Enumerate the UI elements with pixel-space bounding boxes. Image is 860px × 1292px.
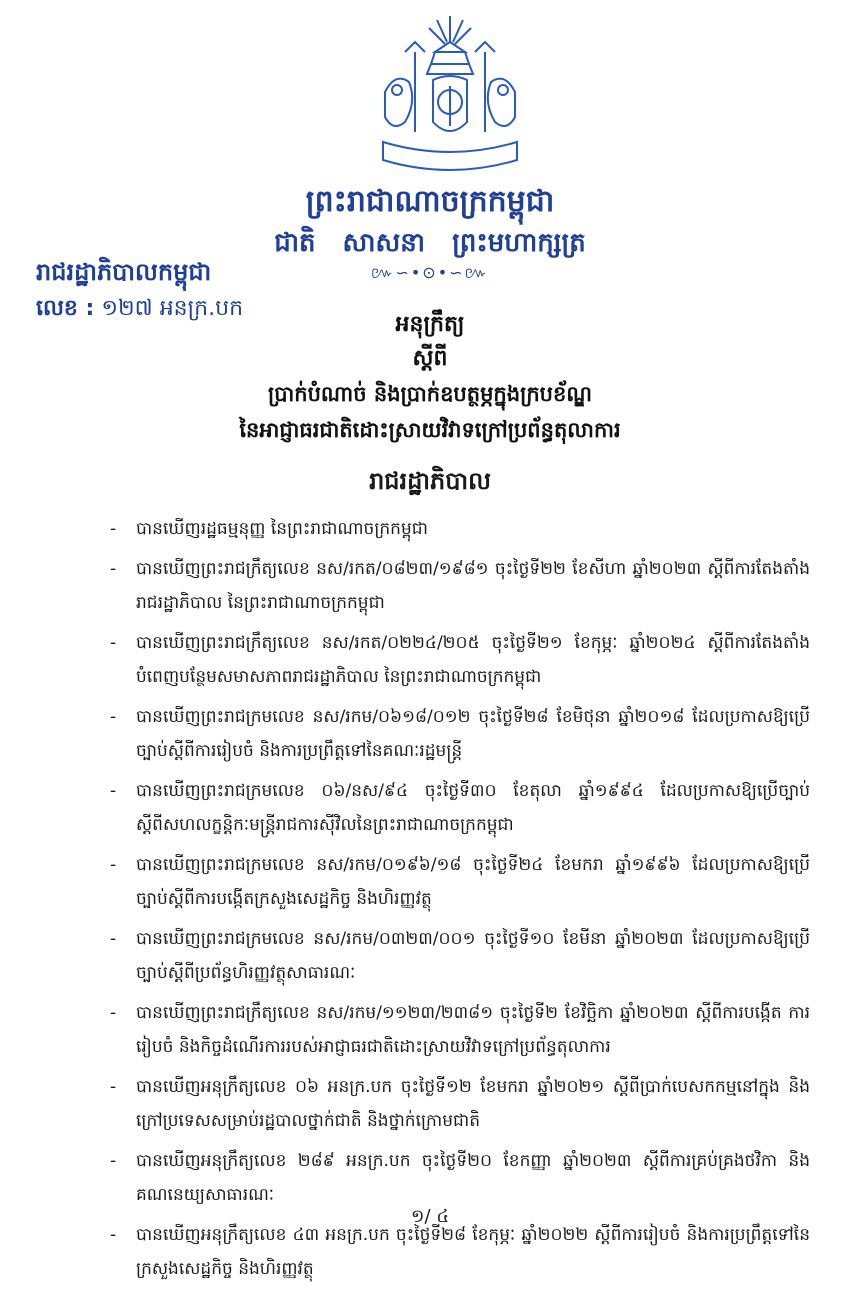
preamble-clause (110, 626, 810, 694)
clause-dash: - (110, 855, 117, 875)
preamble-clause (110, 512, 810, 546)
clause-text: បានឃើញអនុក្រឹត្យលេខ ០៦ អនក្រ.បក ចុះថ្ងៃទី១២ ខែមករា ឆ្នាំ២០២១ ស្តីពីប្រាក់បេសកកម្មនៅក្នុង និងក្រៅប្រទេសសម្រាប់រដ្ឋបាលថ្នាក់ជាតិ និងថ្នាក់ក្រោមជាតិ (136, 1077, 810, 1131)
preamble-clause (110, 922, 810, 990)
divider-ornament: ៚∽•⊙•∽៚ (370, 263, 490, 282)
title-subject-line-2: នៃអាជ្ញាធរជាតិដោះស្រាយវិវាទក្រៅប្រព័ន្ធតុលាការ (239, 418, 621, 442)
clause-dash: - (110, 519, 117, 539)
clause-text: បានឃើញអនុក្រឹត្យលេខ ២៨៩ អនក្រ.បក ចុះថ្ងៃទី២០ ខែកញ្ញា ឆ្នាំ២០២៣ ស្តីពីការគ្រប់គ្រងថវិកា និងគណនេយ្យសាធារណៈ (136, 1151, 810, 1205)
clause-dash: - (110, 1077, 117, 1097)
preamble-clause (110, 774, 810, 842)
title-about: ស្តីពី (412, 346, 448, 371)
clause-text: បានឃើញព្រះរាជក្រឹត្យលេខ នស/រកត/០២២៤/២០៥ ចុះថ្ងៃទី២១ ខែកុម្ភៈ ឆ្នាំ២០២៤ ស្តីពីការតែងតាំងបំពេញបន្ថែមសមាសភាពរាជរដ្ឋាភិបាល នៃព្រះរាជាណាចក្រកម្ពុជា (136, 633, 810, 687)
kingdom-heading: ព្រះរាជាណាចក្រកម្ពុជា (305, 184, 555, 219)
document-title (150, 308, 710, 448)
royal-arms-emblem-icon (375, 12, 525, 182)
preamble-clause (110, 700, 810, 768)
clause-dash: - (110, 929, 117, 949)
clause-text: បានឃើញរដ្ឋធម្មនុញ្ញ នៃព្រះរាជាណាចក្រកម្ពុជា (136, 519, 428, 539)
preamble-clause (110, 1070, 810, 1138)
preamble-clause (110, 996, 810, 1064)
clause-dash: - (110, 559, 117, 579)
clause-text: បានឃើញព្រះរាជក្រមលេខ ០៦/នស/៩៤ ចុះថ្ងៃទី៣០ ខែតុលា ឆ្នាំ១៩៩៤ ដែលប្រកាសឱ្យប្រើច្បាប់ស្តីពីសហលក្ខន្តិកៈមន្ត្រីរាជការស៊ីវិលនៃព្រះរាជាណាចក្រកម្ពុជា (136, 781, 810, 835)
title-subject-line-1: ប្រាក់បំណាច់ និងប្រាក់ឧបត្ថម្ភក្នុងក្របខ័ណ្ឌ (268, 382, 592, 406)
clause-dash: - (110, 707, 117, 727)
clause-text: បានឃើញអនុក្រឹត្យលេខ ៤៣ អនក្រ.បក ចុះថ្ងៃទី២៨ ខែកុម្ភៈ ឆ្នាំ២០២២ ស្តីពីការរៀបចំ និងការប្រព្រឹត្តទៅនៃក្រសួងសេដ្ឋកិច្ច និងហិរញ្ញវត្ថុ (136, 1225, 810, 1279)
document-number-label: លេខ : (36, 296, 95, 321)
clause-dash: - (110, 633, 117, 653)
clause-text: បានឃើញព្រះរាជក្រមលេខ នស/រកម/០៣២៣/០០១ ចុះថ្ងៃទី១០ ខែមីនា ឆ្នាំ២០២៣ ដែលប្រកាសឱ្យប្រើច្បាប់ស្តីពីប្រព័ន្ធហិរញ្ញវត្ថុសាធារណៈ (136, 929, 810, 983)
preamble-clause (110, 1144, 810, 1212)
document-number-value: ១២៧ អនក្រ.បក (101, 296, 244, 321)
clause-dash: - (110, 1003, 117, 1023)
clause-dash: - (110, 1151, 117, 1171)
preamble-clause (110, 848, 810, 916)
national-motto: ជាតិ សាសនា ព្រះមហាក្សត្រ (274, 228, 586, 258)
clause-dash: - (110, 1225, 117, 1245)
issuing-body-heading: រាជរដ្ឋាភិបាល (369, 467, 491, 495)
clause-dash: - (110, 781, 117, 801)
clause-text: បានឃើញព្រះរាជក្រឹត្យលេខ នស/រកម/១១២៣/២៣៨១ ចុះថ្ងៃទី២ ខែវិច្ឆិកា ឆ្នាំ២០២៣ ស្តីពីការបង្កើត ការរៀបចំ និងកិច្ចដំណើរការរបស់អាជ្ញាធរជាតិដោះស្រាយវិវាទក្រៅប្រព័ន្ធតុលាការ (136, 1003, 810, 1057)
preamble-clause (110, 552, 810, 620)
page-number: ១/ ៤ (410, 1206, 450, 1227)
clause-text: បានឃើញព្រះរាជក្រឹត្យលេខ នស/រកត/០៨២៣/១៩៨១ ចុះថ្ងៃទី២២ ខែសីហា ឆ្នាំ២០២៣ ស្តីពីការតែងតាំងរាជរដ្ឋាភិបាល នៃព្រះរាជាណាចក្រកម្ពុជា (136, 559, 810, 613)
preamble-clause-list (110, 512, 810, 1292)
issuing-government: រាជរដ្ឋាភិបាលកម្ពុជា (36, 258, 212, 286)
clause-text: បានឃើញព្រះរាជក្រមលេខ នស/រកម/០១៩៦/១៨ ចុះថ្ងៃទី២៤ ខែមករា ឆ្នាំ១៩៩៦ ដែលប្រកាសឱ្យប្រើច្បាប់ស្តីពីការបង្កើតក្រសួងសេដ្ឋកិច្ច និងហិរញ្ញវត្ថុ (136, 855, 810, 909)
document-type: អនុក្រឹត្យ (395, 312, 465, 337)
clause-text: បានឃើញព្រះរាជក្រមលេខ នស/រកម/០៦១៨/០១២ ចុះថ្ងៃទី២៨ ខែមិថុនា ឆ្នាំ២០១៨ ដែលប្រកាសឱ្យប្រើច្បាប់ស្តីពីការរៀបចំ និងការប្រព្រឹត្តទៅនៃគណៈរដ្ឋមន្ត្រី (136, 707, 810, 761)
